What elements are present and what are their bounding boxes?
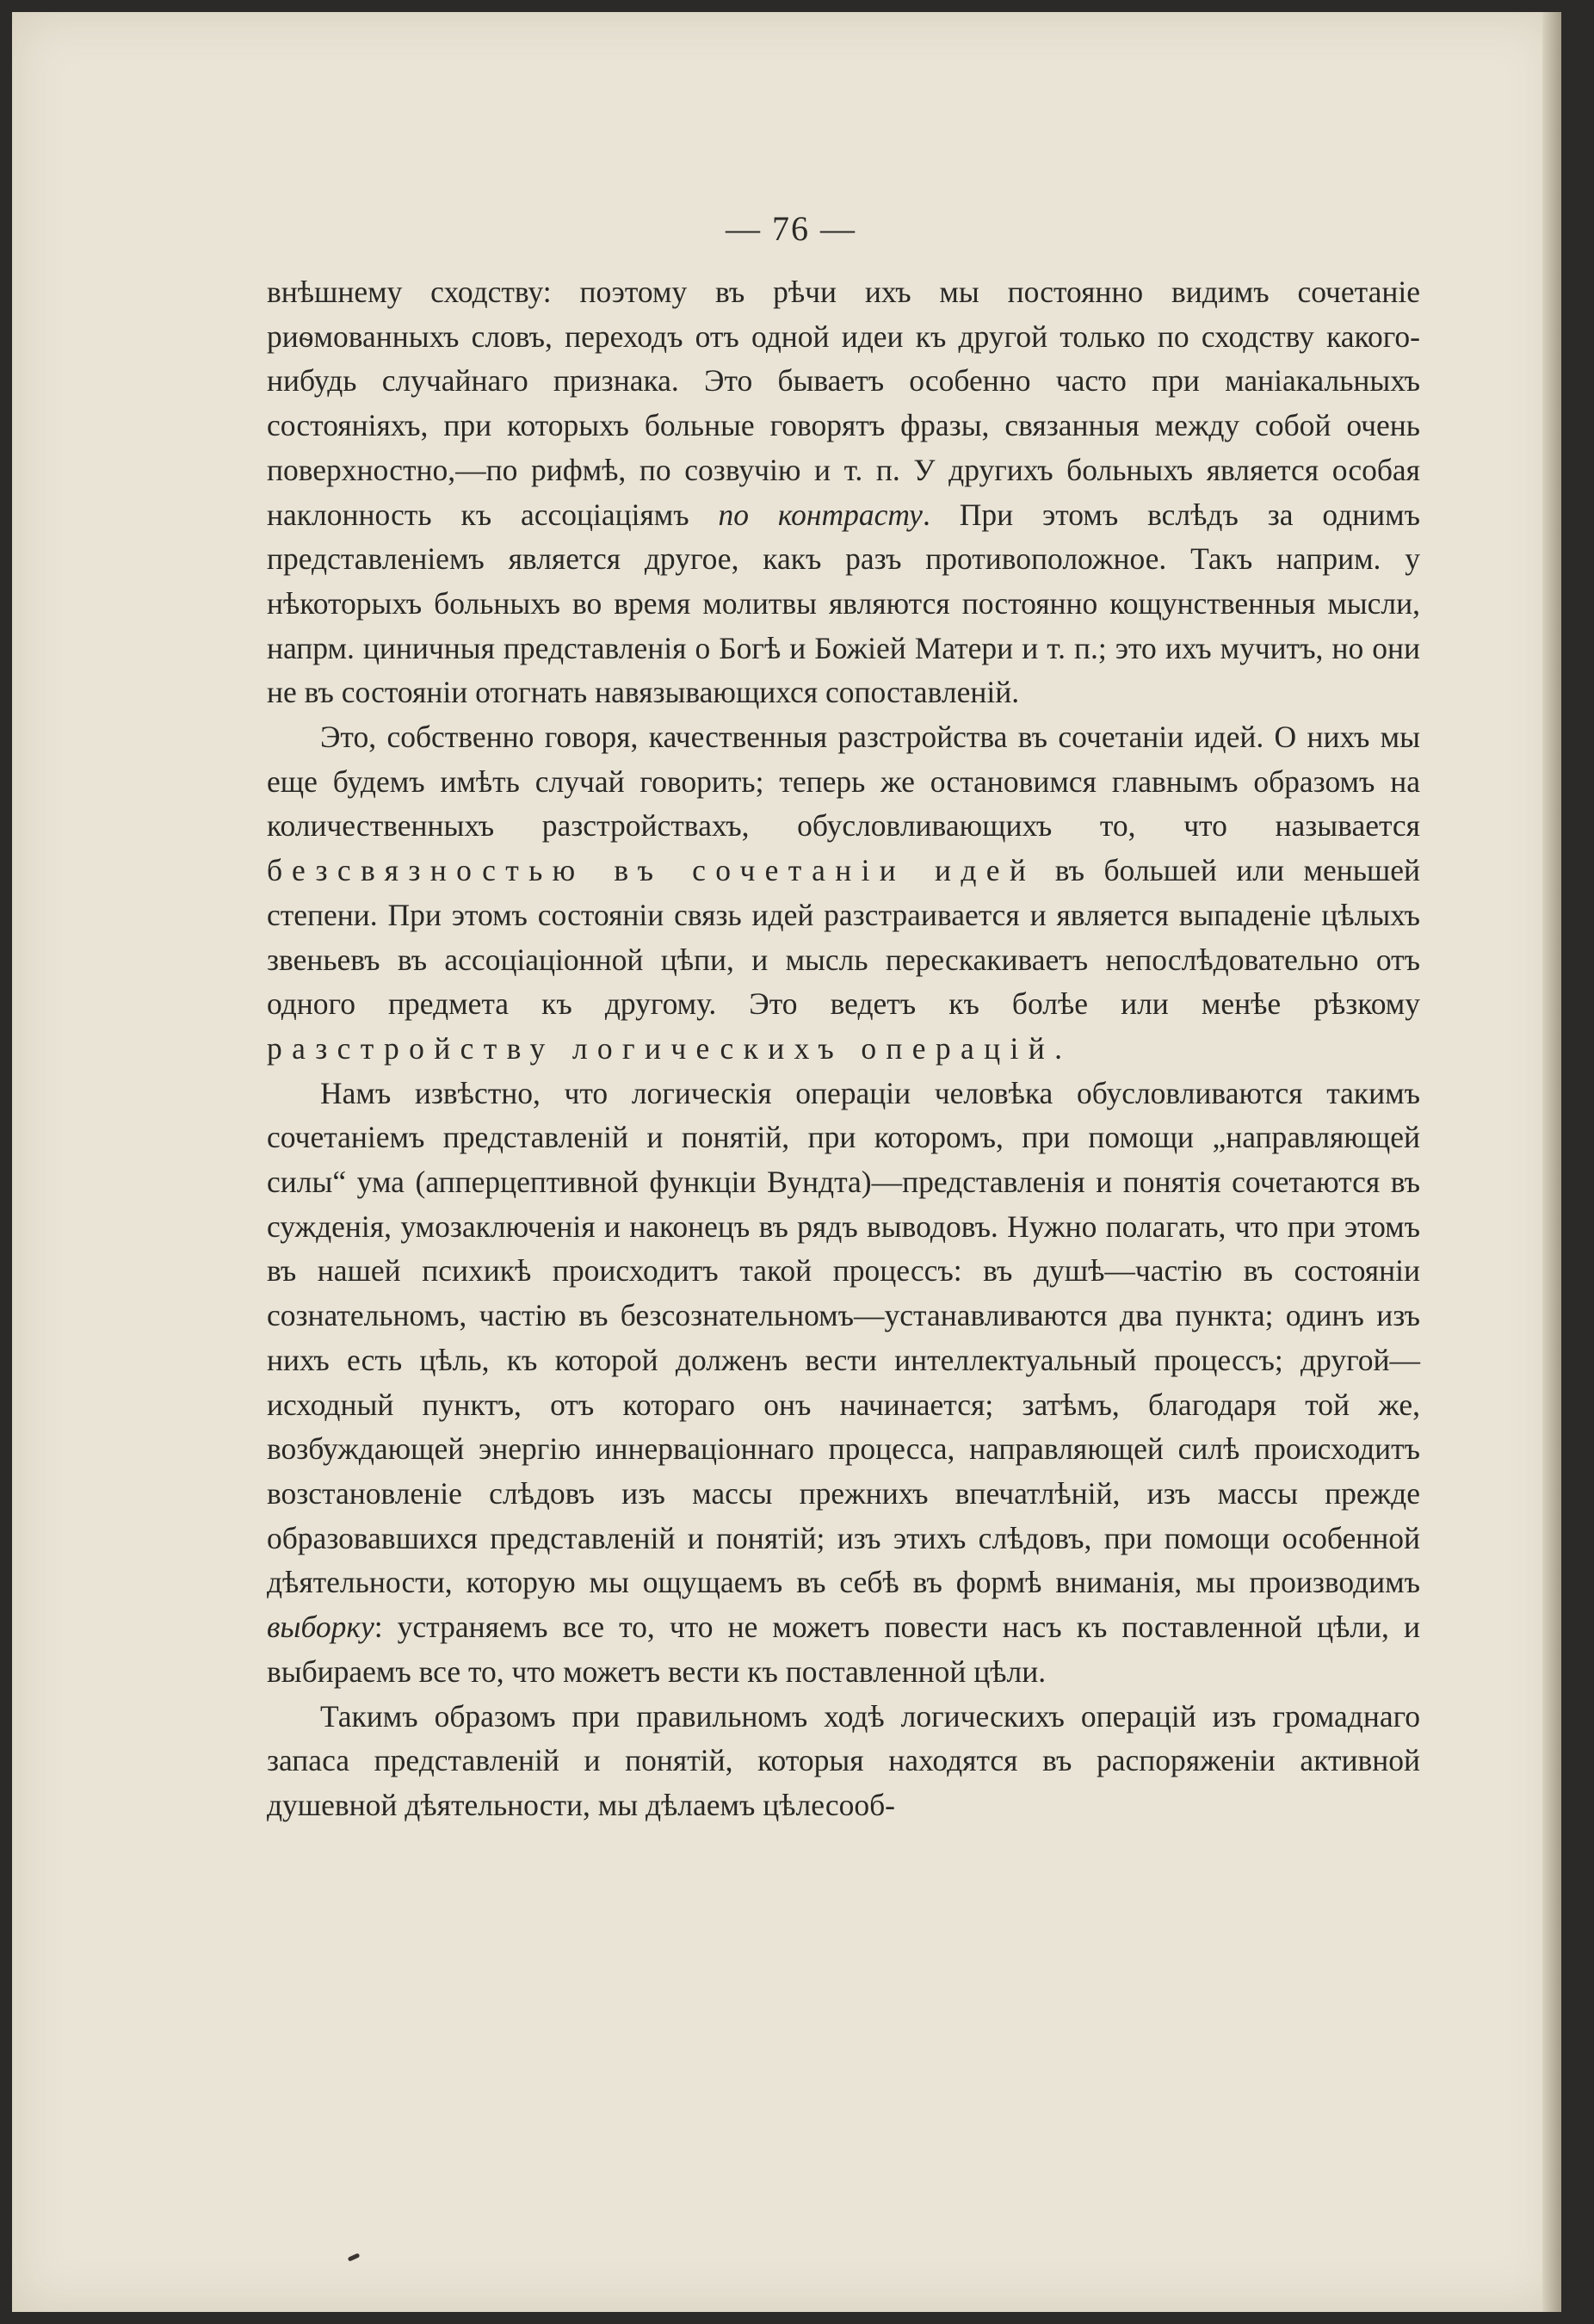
- paragraph: [267, 715, 1420, 1072]
- text-run: Намъ извѣстно, что логическія операціи человѣка обусловливаются такимъ сочетаніемъ представленій и понятій, при которомъ, при помощи „направляющей силы“ ума (апперцептивной функціи Вундта)—представленія и понятія сочетаются въ сужденія, умозаключенія и наконецъ въ рядъ выводовъ. Нужно полагать, что при этомъ въ нашей психикѣ происходитъ такой процессъ: въ душѣ—частію въ состояніи сознательномъ, частію въ безсознательномъ—устанавливаются два пункта; одинъ изъ нихъ есть цѣль, къ которой долженъ вести интеллектуальный процессъ; другой—исходный пунктъ, отъ котораго онъ начинается; затѣмъ, благодаря той же, возбуждающей энергію иннерваціоннаго процесса, направляющей силѣ происходитъ возстановленіе слѣдовъ изъ массы прежнихъ впечатлѣній, изъ массы прежде образовавшихся представленій и понятій; изъ этихъ слѣдовъ, при помощи особенной дѣятельности, которую мы ощущаемъ въ себѣ въ формѣ вниманія, мы производимъ: [267, 1075, 1420, 1600]
- page-number: — 76 —: [726, 209, 856, 248]
- spaced-emphasis: разстройству логическихъ операцій: [267, 1030, 1055, 1066]
- text-run: въ большей или меньшей степени. При этомъ состояніи связь идей разстраивается и является выпаденіе цѣлыхъ звеньевъ въ ассоціаціонной цѣпи, и мысль перескакиваетъ непослѣдовательно отъ одного предмета къ другому. Это ведетъ къ болѣе или менѣе рѣзкому: [267, 853, 1420, 1022]
- italic-emphasis: выборку: [267, 1610, 374, 1645]
- text-run: Такимъ образомъ при правильномъ ходѣ логическихъ операцій изъ громаднаго запаса представленій и понятій, которыя находятся въ распоряженіи активной душевной дѣятельности, мы дѣлаемъ цѣлесооб-: [267, 1698, 1420, 1822]
- book-page: [12, 12, 1561, 2312]
- text-run: внѣшнему сходству: поэтому въ рѣчи ихъ мы постоянно видимъ сочетаніе риѳмованныхъ словъ, переходъ отъ одной идеи къ другой только по сходству какого-нибудь случайнаго признака. Это бываетъ особенно часто при маніакальныхъ состояніяхъ, при которыхъ больные говорятъ фразы, связанныя между собой очень поверхностно,—по рифмѣ, по созвучію и т. п. У другихъ больныхъ является особая наклонность къ ассоціаціямъ: [267, 275, 1420, 532]
- paragraph: [267, 1072, 1420, 1695]
- paragraph: [267, 270, 1420, 715]
- text-run: . При этомъ вслѣдъ за однимъ представленіемъ является другое, какъ разъ противоположное. Такъ наприм. у нѣкоторыхъ больныхъ во время молитвы являются постоянно кощунственныя мысли, напрм. циничныя представленія о Богѣ и Божіей Матери и т. п.; это ихъ мучитъ, но они не въ состояніи отогнать навязывающихся сопоставленій.: [267, 497, 1420, 710]
- ink-speck: [348, 2253, 361, 2261]
- text-run: .: [1054, 1030, 1062, 1066]
- spaced-emphasis: безсвязностью въ сочетаніи идей: [267, 853, 1036, 888]
- italic-emphasis: по контрасту: [718, 497, 923, 532]
- page-spine-shadow: [1542, 12, 1561, 2312]
- paragraph: [267, 1695, 1420, 1828]
- text-run: : устраняемъ все то, что не можетъ повести насъ къ поставленной цѣли, и выбираемъ все то, что можетъ вести къ поставленной цѣли.: [267, 1610, 1420, 1689]
- text-run: Это, собственно говоря, качественныя разстройства въ сочетаніи идей. О нихъ мы еще будемъ имѣть случай говорить; теперь же остановимся главнымъ образомъ на количественныхъ разстройствахъ, обусловливающихъ то, что называется: [267, 720, 1420, 844]
- body-text: [267, 270, 1420, 1828]
